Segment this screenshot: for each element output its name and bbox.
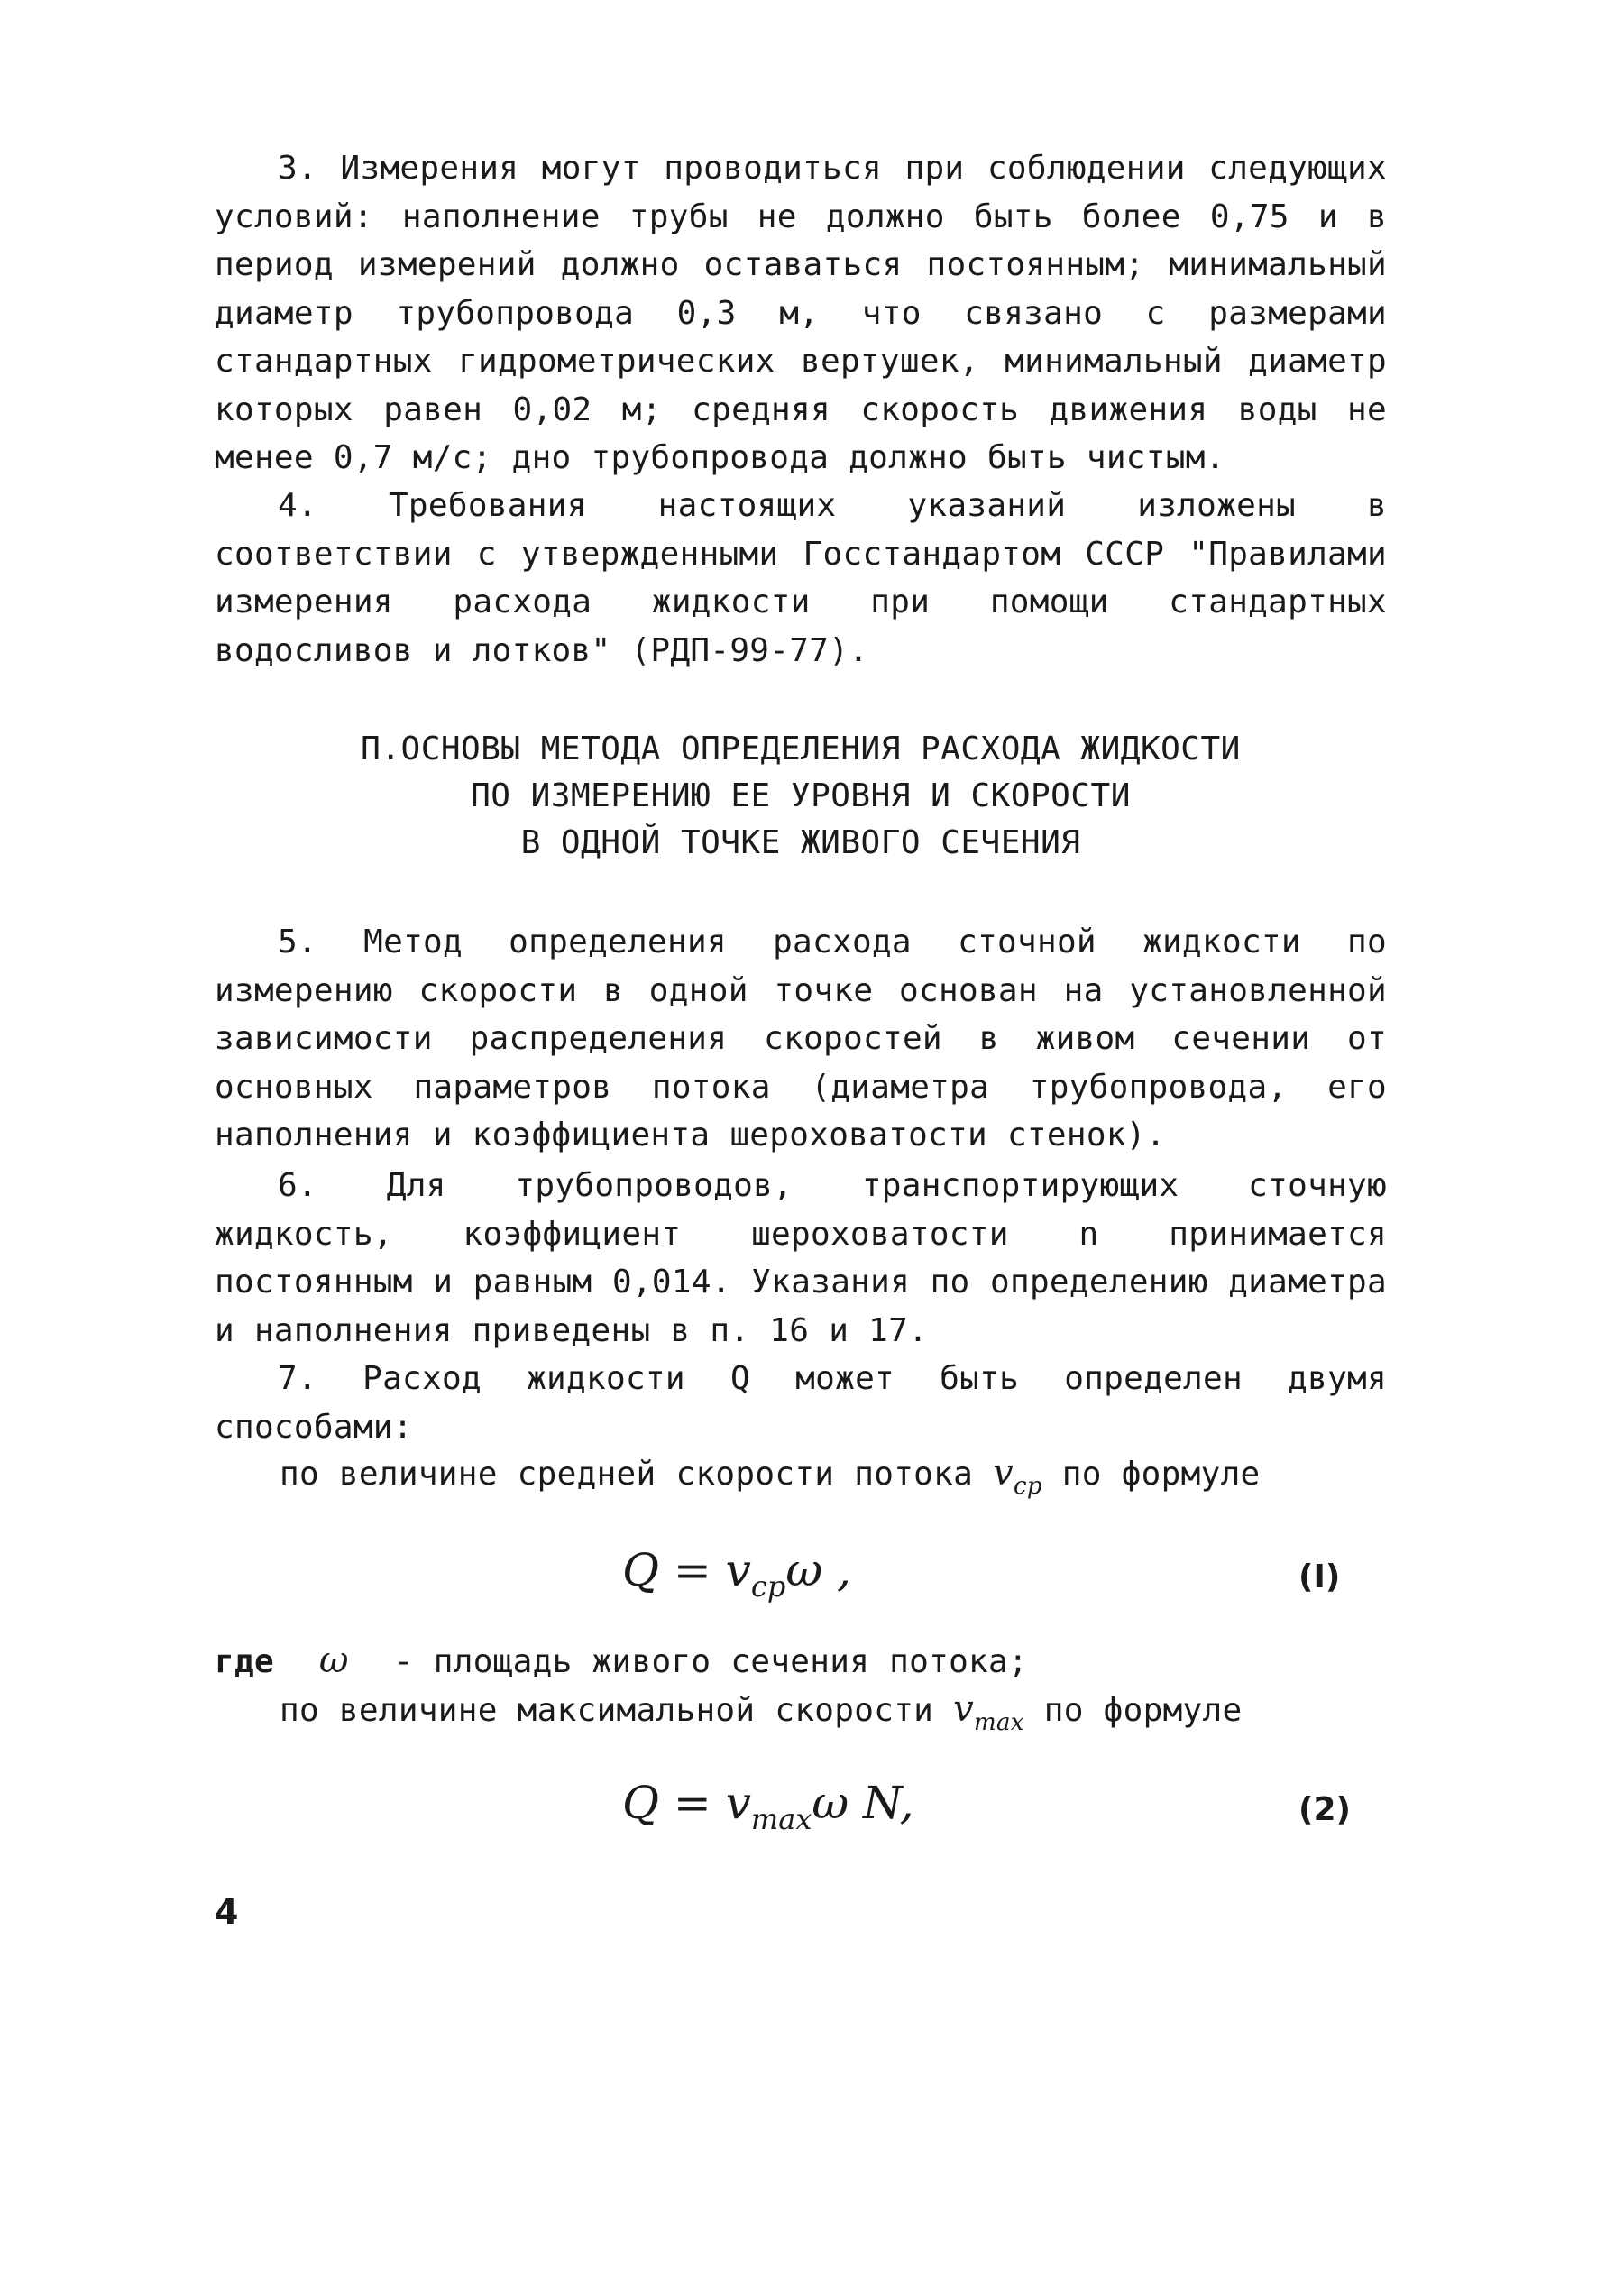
section-heading-line-3: В ОДНОЙ ТОЧКЕ ЖИВОГО СЕЧЕНИЯ	[520, 824, 1081, 861]
where-text: - площадь живого сечения потока;	[393, 1643, 1028, 1680]
method-1-text-after: по формуле	[1061, 1456, 1261, 1493]
page-number: 4	[215, 1892, 239, 1932]
formula-1-sub: ср	[750, 1569, 786, 1604]
velocity-max-symbol-letter: v	[953, 1688, 975, 1730]
formula-2	[622, 1777, 914, 1836]
formula-2-number: (2)	[1298, 1791, 1351, 1828]
paragraph-7: 7. Расход жидкости Q может быть определен двумя способами:	[215, 1360, 1387, 1446]
velocity-avg-symbol-letter: v	[993, 1452, 1014, 1494]
section-heading-line-1: П.ОСНОВЫ МЕТОДА ОПРЕДЕЛЕНИЯ РАСХОДА ЖИДКОСТИ	[361, 731, 1241, 768]
omega-symbol: ω	[318, 1640, 349, 1681]
paragraph-4: 4. Требования настоящих указаний изложены в соответствии с утвержденными Госстандартом СССР "Правилами измерения расхода жидкости при помощи стандартных водосливов и лотков" (РДП-99-77).	[215, 487, 1387, 669]
method-2-text-after: по формуле	[1043, 1692, 1243, 1729]
formula-1	[622, 1544, 851, 1604]
section-heading-line-2: ПО ИЗМЕРЕНИЮ ЕЕ УРОВНЯ И СКОРОСТИ	[471, 777, 1131, 814]
velocity-max-symbol	[953, 1688, 1024, 1736]
paragraph-6: 6. Для трубопроводов, транспортирующих сточную жидкость, коэффициент шероховатости n принимается постоянным и равным 0,014. Указания по определению диаметра и наполнения приведены в п. 16 и 17.	[215, 1167, 1387, 1349]
paragraph-3: 3. Измерения могут проводиться при соблюдении следующих условий: наполнение трубы не должно быть более 0,75 и в период измерений должно оставаться постоянным; минимальный диаметр трубопровода 0,3 м, что связано с размерами стандартных гидрометрических вертушек, минимальный диаметр которых равен 0,02 м; средняя скорость движения воды не менее 0,7 м/с; дно трубопровода должно быть чистым.	[215, 150, 1387, 476]
velocity-avg-symbol-sub: ср	[1013, 1473, 1042, 1500]
formula-2-lhs: Q = v	[622, 1777, 751, 1829]
where-line	[215, 1640, 1028, 1681]
paragraph-5: 5. Метод определения расхода сточной жидкости по измерению скорости в одной точке основан на установленной зависимости распределения скоростей в живом сечении от основных параметров потока (диаметра трубопровода, его наполнения и коэффициента шероховатости стенок).	[215, 924, 1387, 1154]
velocity-max-symbol-sub: max	[974, 1709, 1024, 1736]
method-1-text-before: по величине средней скорости потока	[280, 1456, 974, 1493]
method-1-line	[280, 1452, 1261, 1500]
where-label: где	[215, 1643, 274, 1680]
formula-1-number: (I)	[1298, 1558, 1341, 1595]
formula-1-lhs: Q = v	[622, 1544, 751, 1596]
method-2-text-before: по величине максимальной скорости	[280, 1692, 934, 1729]
formula-1-rhs: ω ,	[785, 1544, 851, 1596]
velocity-avg-symbol	[993, 1452, 1042, 1500]
formula-2-rhs: ω N,	[812, 1777, 914, 1829]
method-2-line	[280, 1688, 1242, 1736]
formula-2-sub: max	[750, 1802, 812, 1836]
section-heading	[215, 726, 1387, 867]
